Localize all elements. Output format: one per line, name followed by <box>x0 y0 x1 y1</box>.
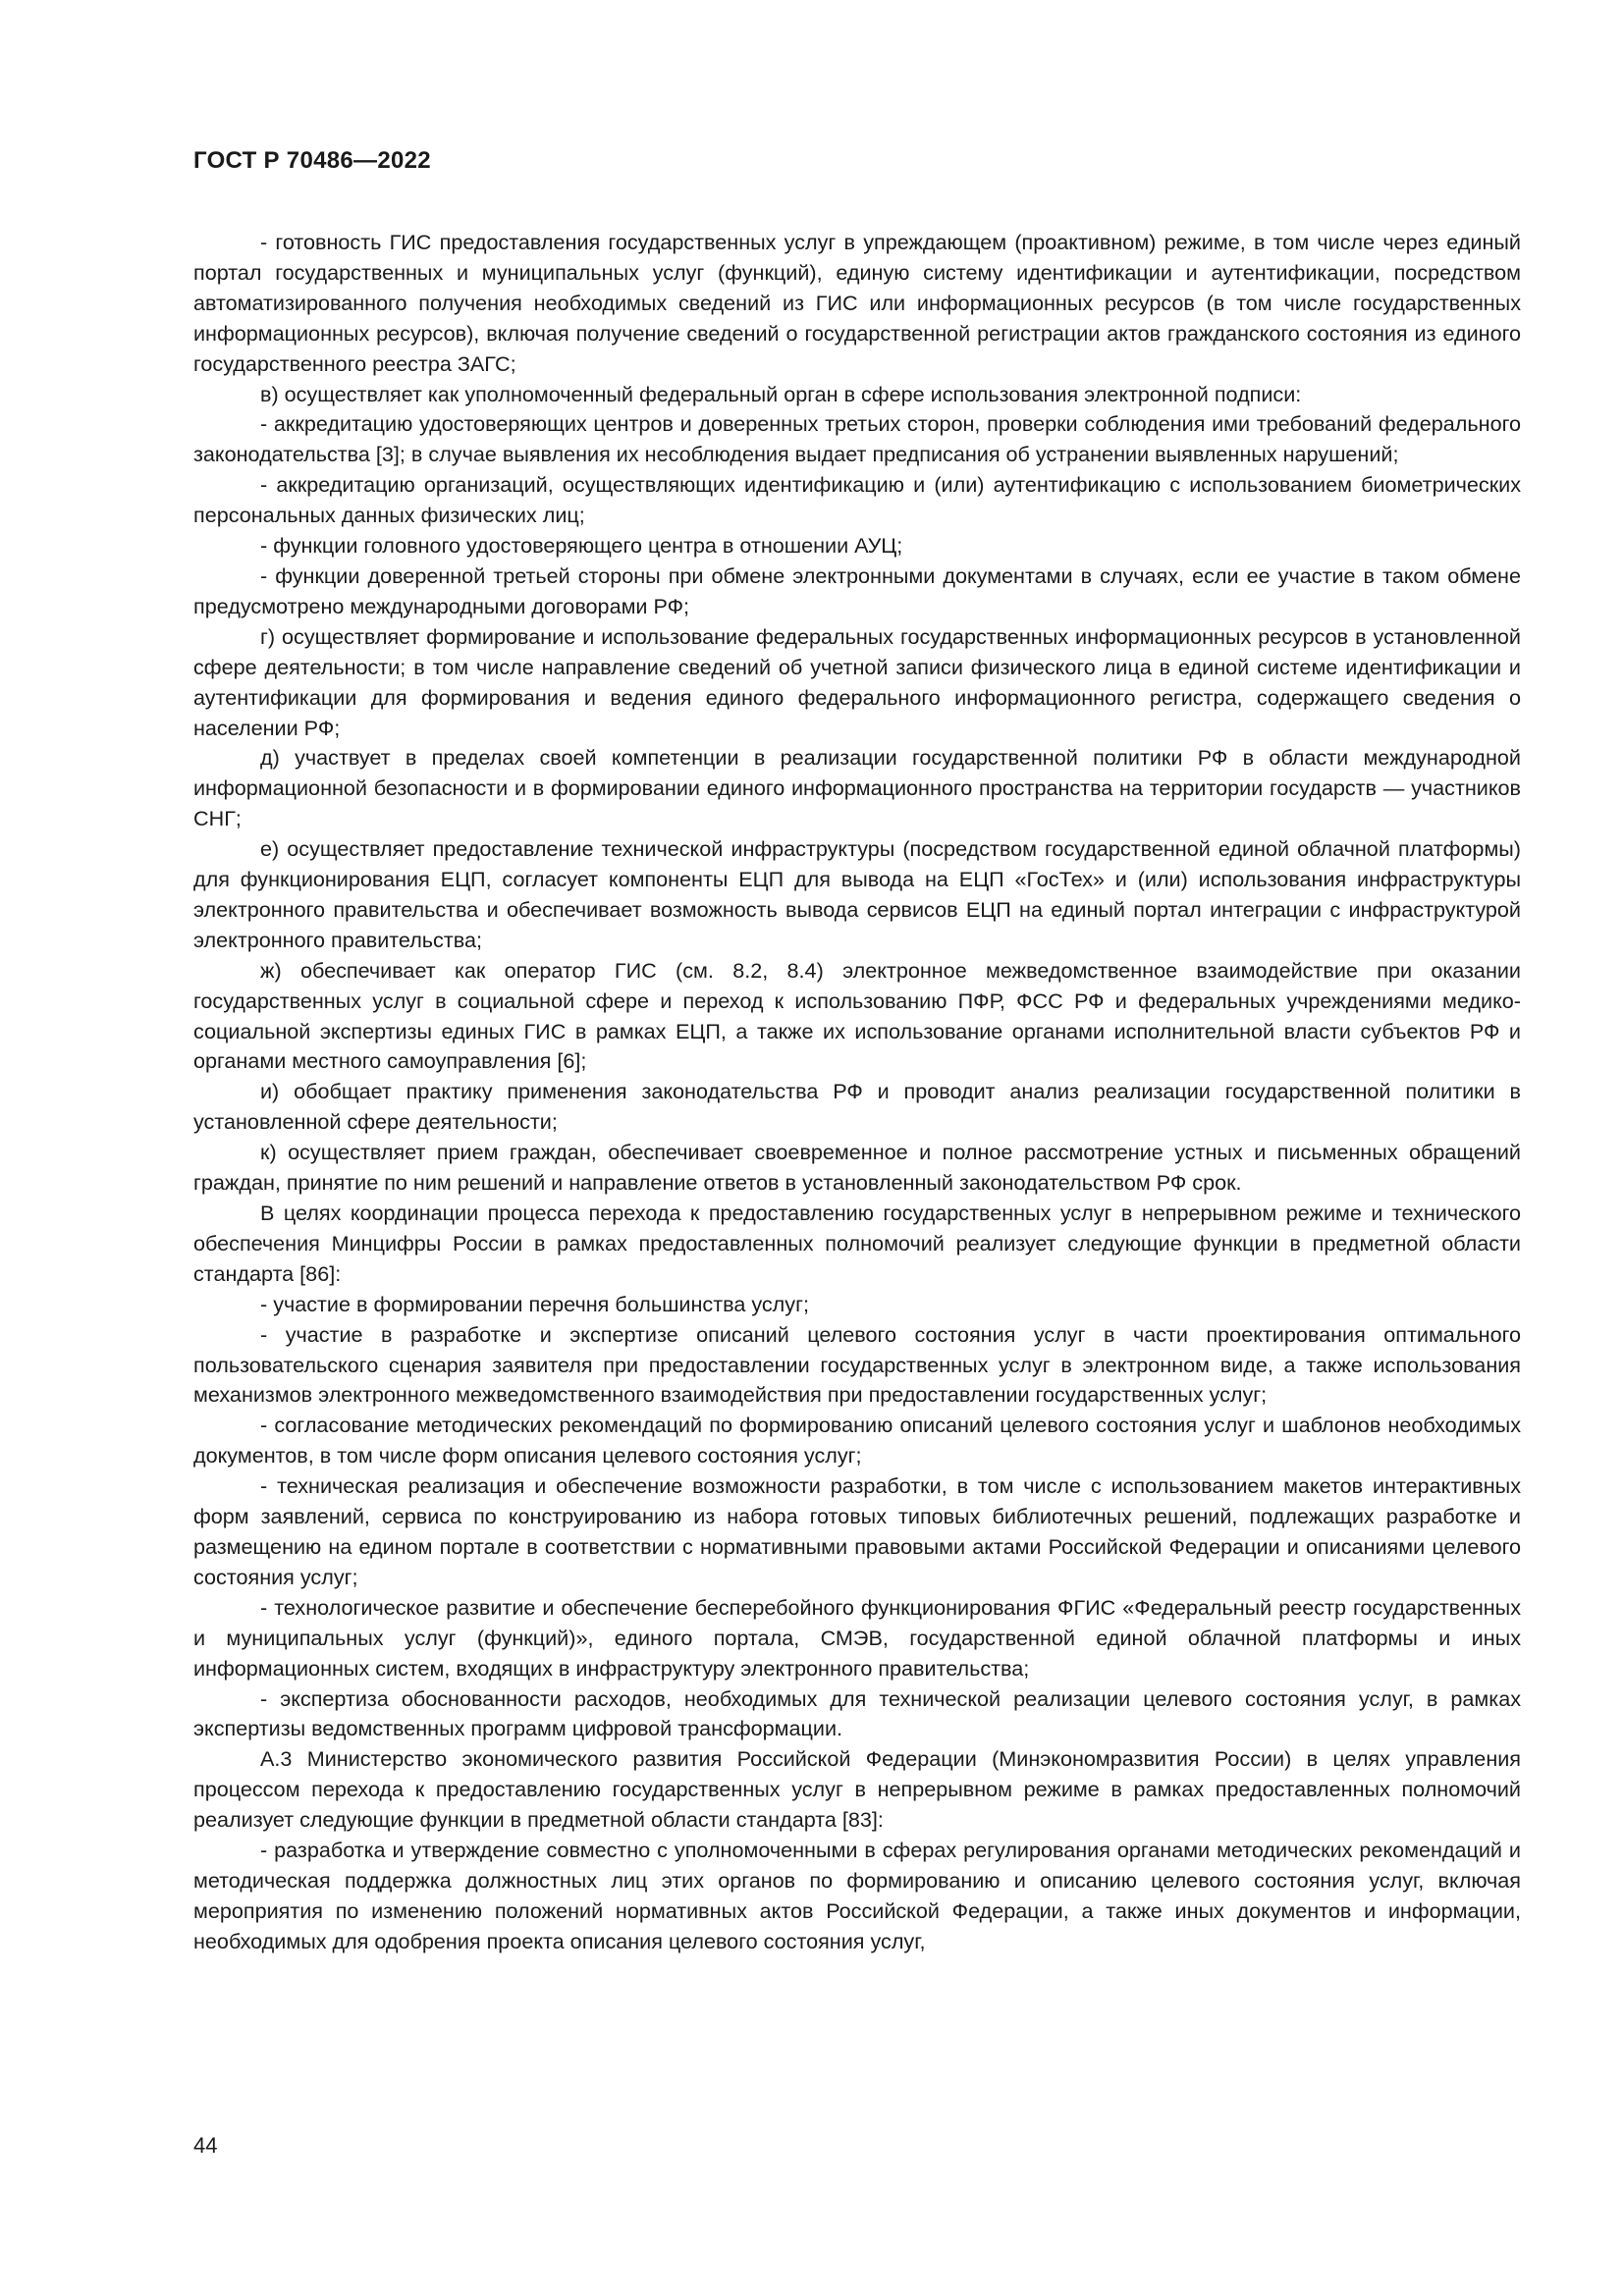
paragraph: - технологическое развитие и обеспечение бесперебойного функционирования ФГИС «Федеральный реестр государственных и муниципальных услуг (функций)», единого портала, СМЭВ, государственной единой облачной платформы и иных информационных систем, входящих в инфраструктуру электронного правительства; <box>193 1594 1521 1681</box>
paragraph: А.3 Министерство экономического развития Российской Федерации (Минэкономразвития России) в целях управления процессом перехода к предоставлению государственных услуг в непрерывном режиме в рамках предоставленных полномочий реализует следующие функции в предметной области стандарта [83]: <box>193 1746 1521 1833</box>
paragraph: - техническая реализация и обеспечение возможности разработки, в том числе с использованием макетов интерактивных форм заявлений, сервиса по конструированию из набора готовых типовых библиотечных решений, подлежащих разработке и размещению на едином портале в соответствии с нормативными правовыми актами Российской Федерации и описаниями целевого состояния услуг; <box>193 1473 1521 1589</box>
paragraph: и) обобщает практику применения законодательства РФ и проводит анализ реализации государственной политики в установленной сфере деятельности; <box>193 1079 1521 1135</box>
paragraph: - разработка и утверждение совместно с уполномоченными в сферах регулирования органами методических рекомендаций и методическая поддержка должностных лиц этих органов по формированию и описанию целевого состояния услуг, включая мероприятия по изменению положений нормативных актов Российской Федерации, а также иных документов и информации, необходимых для одобрения проекта описания целевого состояния услуг, <box>193 1838 1521 1953</box>
paragraph: ж) обеспечивает как оператор ГИС (см. 8.2, 8.4) электронное межведомственное взаимодействие при оказании государственных услуг в социальной сфере и переход к использованию ПФР, ФСС РФ и федеральных учреждениями медико-социальной экспертизы единых ГИС в рамках ЕЦП, а также их использование органами исполнительной власти субъектов РФ и органами местного самоуправления [6]; <box>193 957 1521 1074</box>
paragraph: к) осуществляет прием граждан, обеспечивает своевременное и полное рассмотрение устных и письменных обращений граждан, принятие по ним решений и направление ответов в установленный законодательством РФ срок. <box>193 1140 1521 1196</box>
paragraph: - экспертиза обоснованности расходов, необходимых для технической реализации целевого состояния услуг, в рамках экспертизы ведомственных программ цифровой трансформации. <box>193 1685 1521 1741</box>
paragraph: В целях координации процесса перехода к предоставлению государственных услуг в непрерывном режиме и технического обеспечения Минцифры России в рамках предоставленных полномочий реализует следующие функции в предметной области стандарта [86]: <box>193 1201 1521 1286</box>
paragraph: е) осуществляет предоставление технической инфраструктуры (посредством государственной единой облачной платформы) для функционирования ЕЦП, согласует компоненты ЕЦП для вывода на ЕЦП «ГосТех» и (или) использования инфраструктуры электронного правительства и обеспечивает возможность вывода сервисов ЕЦП на единый портал интеграции с инфраструктурой электронного правительства; <box>193 836 1521 952</box>
document-body <box>193 228 1521 1957</box>
paragraph: - участие в формировании перечня большинства услуг; <box>260 1291 809 1316</box>
paragraph: д) участвует в пределах своей компетенции в реализации государственной политики РФ в области международной информационной безопасности и в формировании единого информационного пространства на территории государств — участников СНГ; <box>193 745 1521 831</box>
paragraph: - согласование методических рекомендаций по формированию описаний целевого состояния услуг и шаблонов необходимых документов, в том числе форм описания целевого состояния услуг; <box>193 1413 1521 1468</box>
paragraph: - функции головного удостоверяющего центра в отношении АУЦ; <box>260 533 903 559</box>
paragraph: - готовность ГИС предоставления государственных услуг в упреждающем (проактивном) режиме, в том числе через единый портал государственных и муниципальных услуг (функций), единую систему идентификации и аутентификации, посредством автоматизированного получения необходимых сведений из ГИС или информационных ресурсов (в том числе государственных информационных ресурсов), включая получение сведений о государственной регистрации актов гражданского состояния из единого государственного реестра ЗАГС; <box>193 230 1521 376</box>
paragraph: - участие в разработке и экспертизе описаний целевого состояния услуг в части проектирования оптимального пользовательского сценария заявителя при предоставлении государственных услуг в электронном виде, а также использования механизмов электронного межведомственного взаимодействия при предоставлении государственных услуг; <box>193 1321 1521 1408</box>
paragraph: в) осуществляет как уполномоченный федеральный орган в сфере использования электронной подписи: <box>260 381 1302 406</box>
paragraph: г) осуществляет формирование и использование федеральных государственных информационных ресурсов в установленной сфере деятельности; в том числе направление сведений об учетной записи физического лица в единой системе идентификации и аутентификации для формирования и ведения единого федерального информационного регистра, содержащего сведения о населении РФ; <box>193 623 1521 740</box>
paragraph: - аккредитацию организаций, осуществляющих идентификацию и (или) аутентификацию с использованием биометрических персональных данных физических лиц; <box>193 472 1521 528</box>
paragraph: - аккредитацию удостоверяющих центров и доверенных третьих сторон, проверки соблюдения ими требований федерального законодательства [3]; в случае выявления их несоблюдения выдает предписания об устранении выявленных нарушений; <box>193 411 1521 467</box>
page-number: 44 <box>193 2133 218 2158</box>
document-header: ГОСТ Р 70486—2022 <box>193 147 431 174</box>
paragraph: - функции доверенной третьей стороны при обмене электронными документами в случаях, если ее участие в таком обмене предусмотрено международными договорами РФ; <box>193 562 1521 618</box>
